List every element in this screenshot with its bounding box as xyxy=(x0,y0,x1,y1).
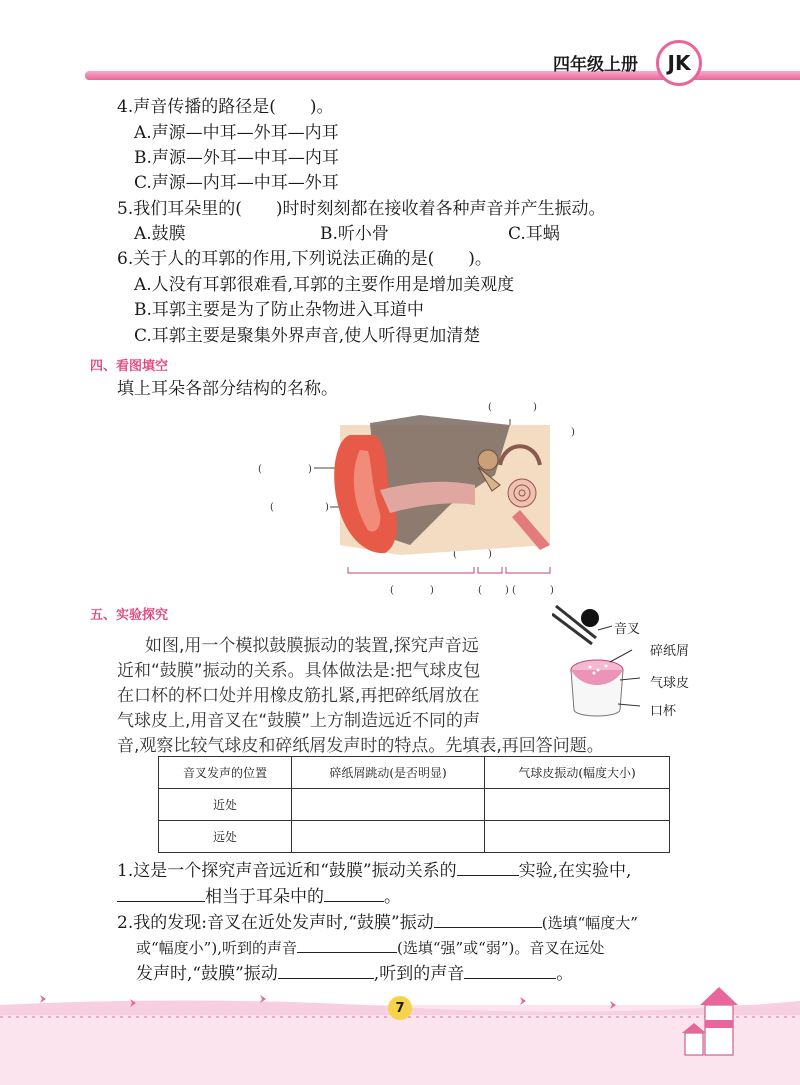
svg-text:(: ( xyxy=(512,585,516,596)
svg-text:): ) xyxy=(325,502,329,513)
s5-q2-line1 xyxy=(117,911,638,934)
answer-blank[interactable] xyxy=(117,885,205,902)
s5-q2-text-b: (选填“幅度大” xyxy=(541,914,638,932)
answer-blank[interactable] xyxy=(324,885,384,902)
book-label: 四年级上册 xyxy=(553,55,638,75)
q5-option-c[interactable]: C.耳蜗 xyxy=(508,224,560,244)
section5-paragraph-line: 在口杯的杯口处并用橡皮筋扎紧,再把碎纸屑放在 xyxy=(117,686,480,706)
s5-q2-line3 xyxy=(136,962,573,985)
experiment-table xyxy=(158,756,670,853)
svg-text:): ) xyxy=(533,402,537,413)
s5-q2-text-d: (选填“强”或“弱”)。音叉在远处 xyxy=(396,939,605,957)
table-row xyxy=(159,821,670,853)
answer-blank[interactable] xyxy=(464,962,556,979)
jk-badge xyxy=(656,40,702,86)
q4-option-c[interactable]: C.声源—内耳—中耳—外耳 xyxy=(134,173,339,193)
s5-q2-text-a: 2.我的发现:音叉在近处发声时,“鼓膜”振动 xyxy=(117,913,434,933)
q5-option-a[interactable]: A.鼓膜 xyxy=(134,224,186,244)
q4-option-a[interactable]: A.声源—中耳—外耳—内耳 xyxy=(134,123,339,143)
svg-text:(: ( xyxy=(258,464,262,475)
answer-cell[interactable] xyxy=(292,821,485,853)
s5-q1-text-c: 相当于耳朵中的 xyxy=(205,887,324,907)
svg-text:(: ( xyxy=(453,549,457,560)
svg-text:): ) xyxy=(505,585,509,596)
label-paper-scraps: 碎纸屑 xyxy=(650,644,690,659)
svg-text:(: ( xyxy=(488,402,492,413)
q5-text: 5.我们耳朵里的( )时时刻刻都在接收着各种声音并产生振动。 xyxy=(117,199,606,219)
table-header-row xyxy=(159,757,670,789)
svg-text:): ) xyxy=(488,549,492,560)
answer-blank[interactable] xyxy=(434,911,542,928)
answer-blank[interactable] xyxy=(278,962,374,979)
row-label-near: 近处 xyxy=(159,789,292,821)
label-cup: 口杯 xyxy=(650,704,677,719)
jk-badge-text: JK xyxy=(667,51,691,75)
table-header: 气球皮振动(幅度大小) xyxy=(485,757,670,789)
s5-q2-line2 xyxy=(136,936,604,959)
section5-paragraph-line: 近和“鼓膜”振动的关系。具体做法是:把气球皮包 xyxy=(117,661,481,681)
s5-q1-text-a: 1.这是一个探究声音远近和“鼓膜”振动关系的 xyxy=(117,861,457,881)
ear-diagram xyxy=(250,395,580,600)
q4-text: 4.声音传播的路径是( )。 xyxy=(117,97,334,117)
s5-q2-text-e: 发声时,“鼓膜”振动 xyxy=(136,964,278,984)
section4-title: 四、看图填空 xyxy=(90,359,169,374)
q6-option-c[interactable]: C.耳郭主要是聚集外界声音,使人听得更加清楚 xyxy=(134,326,481,346)
svg-text:(: ( xyxy=(270,502,274,513)
label-balloon-skin: 气球皮 xyxy=(650,676,690,691)
s5-q2-text-c: 或“幅度小”),听到的声音 xyxy=(136,939,297,957)
row-label-far: 远处 xyxy=(159,821,292,853)
answer-cell[interactable] xyxy=(485,789,670,821)
section5-paragraph-line: 气球皮上,用音叉在“鼓膜”上方制造远近不同的声 xyxy=(117,711,481,731)
svg-text:): ) xyxy=(430,585,434,596)
svg-text:): ) xyxy=(308,464,312,475)
q6-option-a[interactable]: A.人没有耳郭很难看,耳郭的主要作用是增加美观度 xyxy=(134,275,515,295)
section5-title: 五、实验探究 xyxy=(90,608,169,623)
q6-text: 6.关于人的耳郭的作用,下列说法正确的是( )。 xyxy=(117,249,492,269)
svg-text:): ) xyxy=(571,427,575,438)
page-number: 7 xyxy=(395,1000,405,1016)
table-header: 碎纸屑跳动(是否明显) xyxy=(292,757,485,789)
answer-cell[interactable] xyxy=(485,821,670,853)
section4-instruction: 填上耳朵各部分结构的名称。 xyxy=(117,379,338,399)
section5-paragraph-line: 如图,用一个模拟鼓膜振动的装置,探究声音远 xyxy=(145,636,479,656)
answer-blank[interactable] xyxy=(297,936,397,953)
s5-q2-text-f: ,听到的声音 xyxy=(373,964,465,984)
s5-q1-text-d: 。 xyxy=(384,887,401,907)
q5-option-b[interactable]: B.听小骨 xyxy=(320,224,389,244)
s5-q1-text-b: 实验,在实验中, xyxy=(518,861,632,881)
answer-cell[interactable] xyxy=(292,789,485,821)
svg-text:(: ( xyxy=(478,585,482,596)
table-header: 音叉发声的位置 xyxy=(159,757,292,789)
section5-paragraph-line: 音,观察比较气球皮和碎纸屑发声时的特点。先填表,再回答问题。 xyxy=(117,736,604,756)
q4-option-b[interactable]: B.声源—外耳—中耳—内耳 xyxy=(134,148,339,168)
svg-text:(: ( xyxy=(390,585,394,596)
page-number-badge xyxy=(388,996,412,1020)
table-row xyxy=(159,789,670,821)
svg-text:): ) xyxy=(550,585,554,596)
label-tuning-fork: 音叉 xyxy=(614,622,641,637)
s5-q1-line1 xyxy=(117,859,631,882)
answer-blank[interactable] xyxy=(457,859,519,876)
s5-q2-text-g: 。 xyxy=(556,964,574,984)
q6-option-b[interactable]: B.耳郭主要是为了防止杂物进入耳道中 xyxy=(134,300,424,320)
s5-q1-line2 xyxy=(117,885,401,908)
